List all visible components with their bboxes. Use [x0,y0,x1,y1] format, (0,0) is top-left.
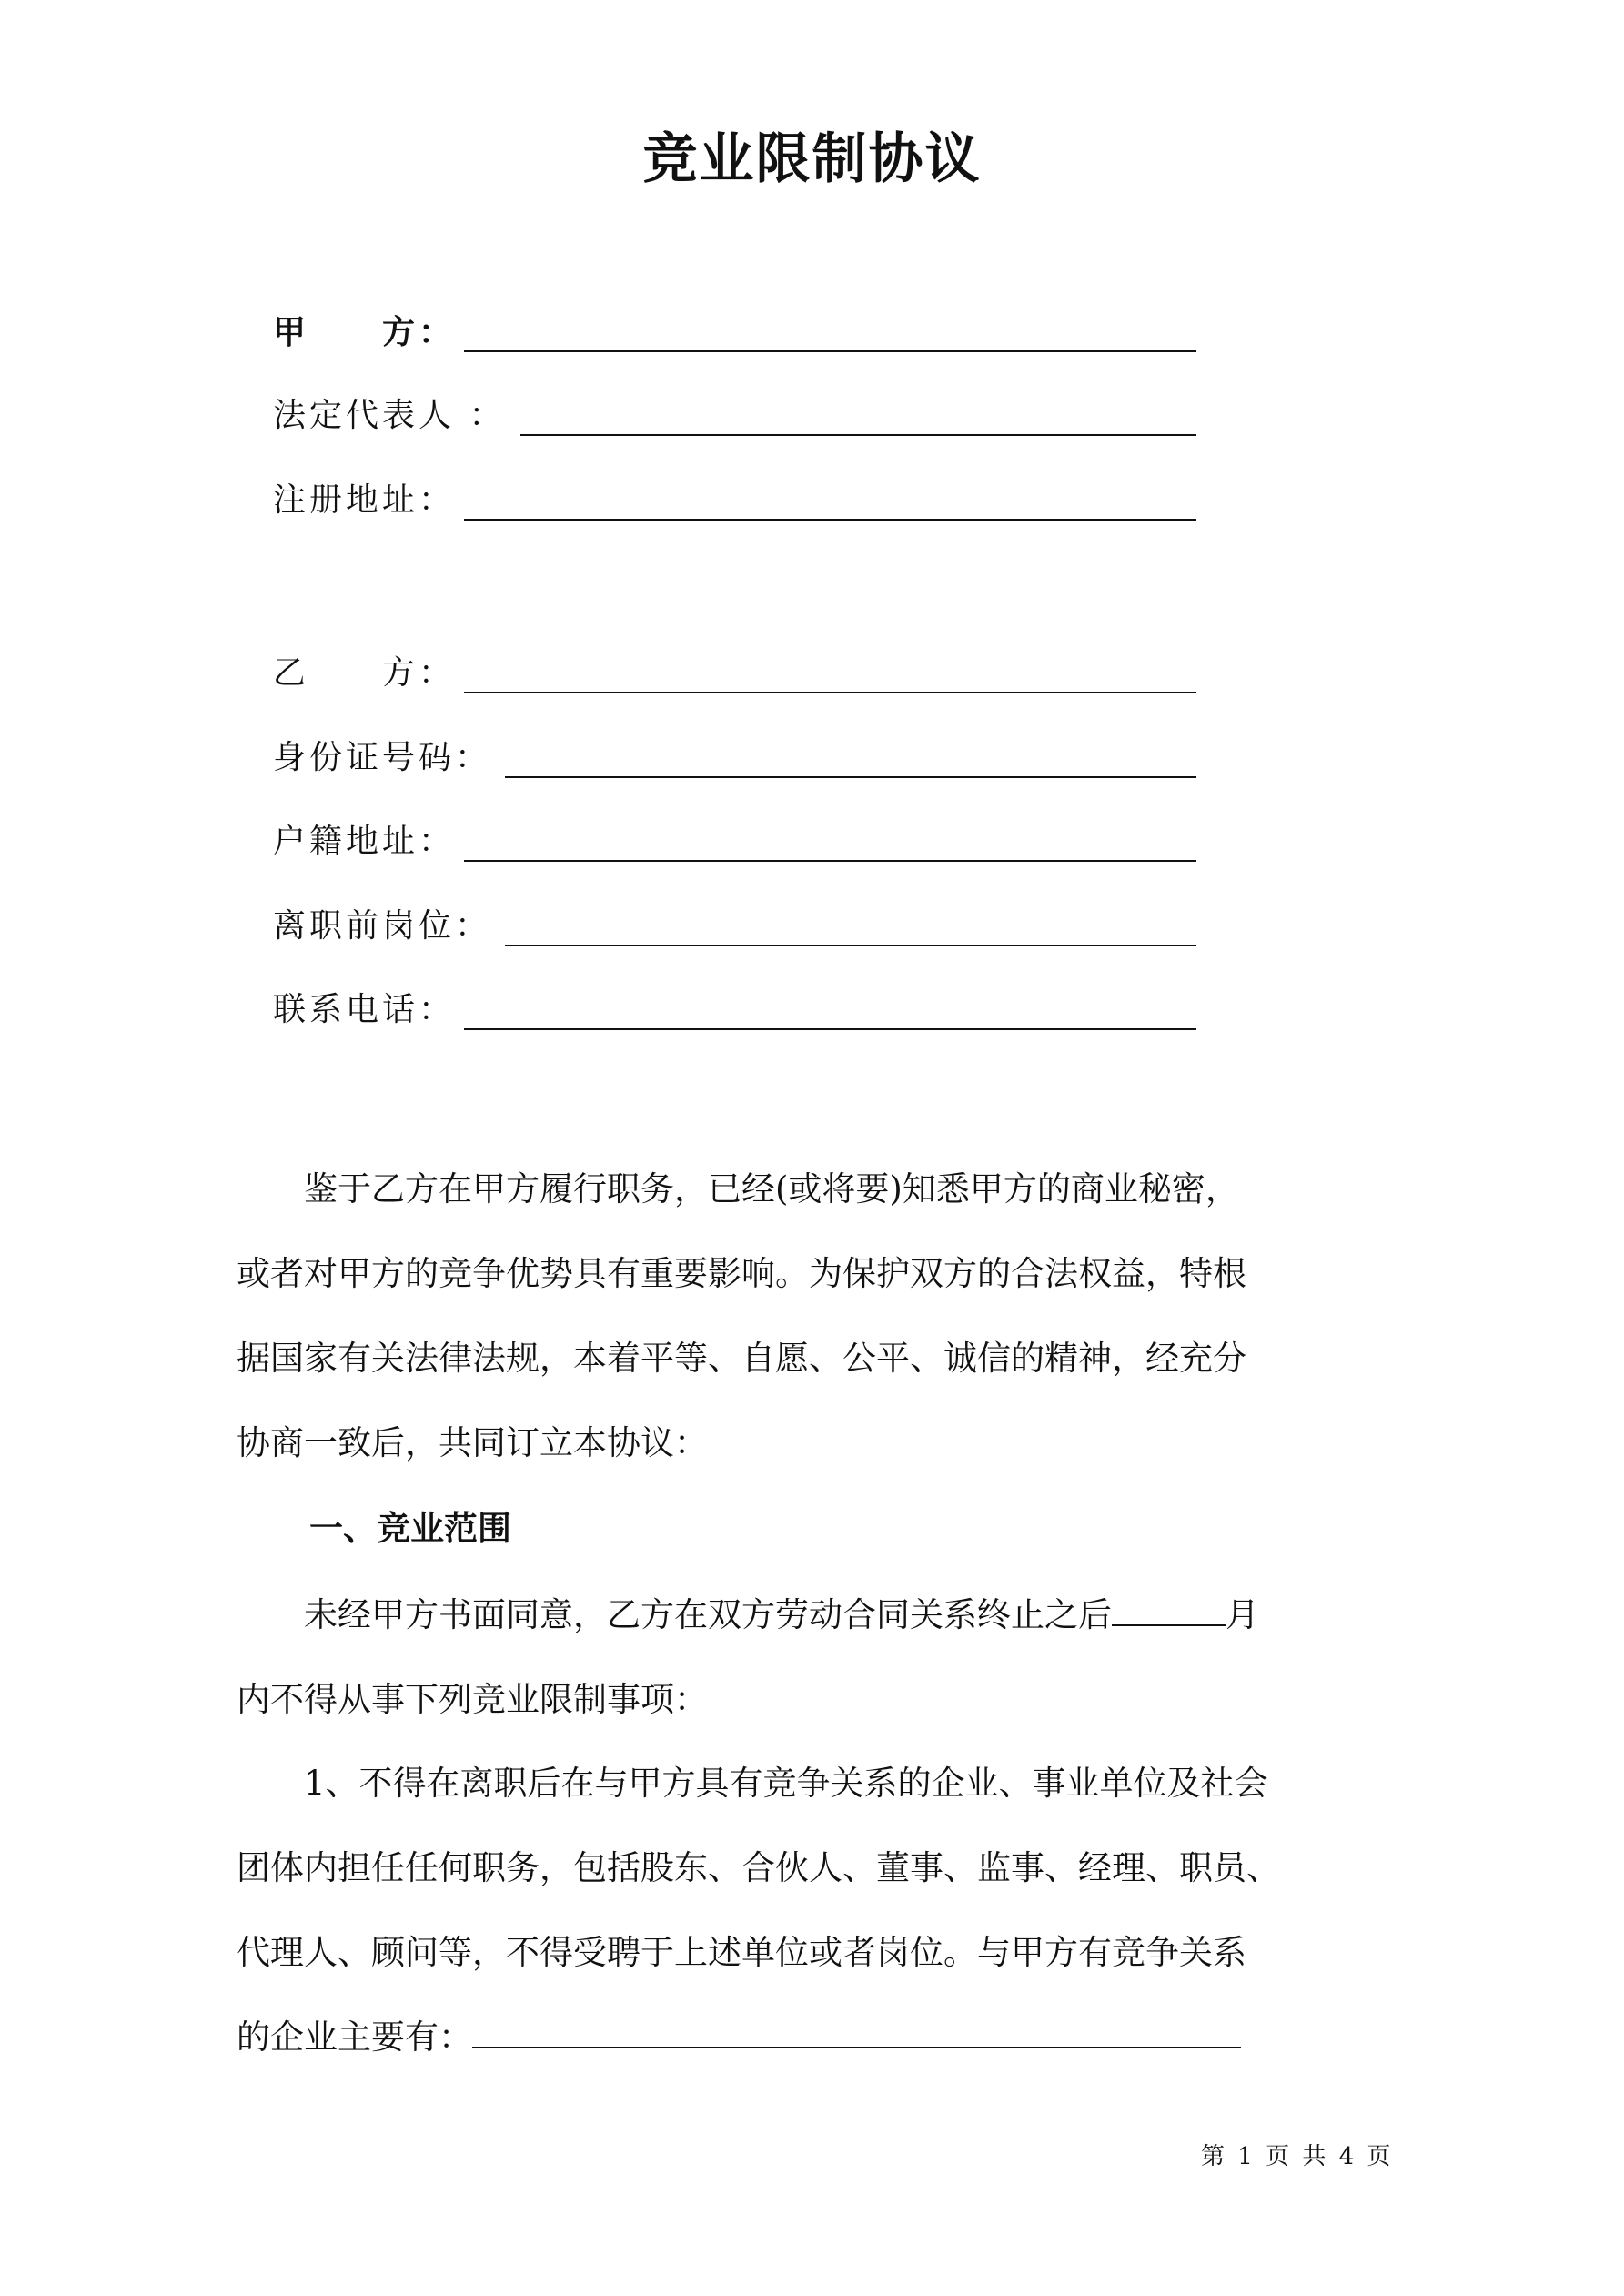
party-b-name-blank[interactable] [464,692,1196,693]
section-1-heading: 一、竞业范围 [309,1509,511,1548]
section-1-intro-text: 未经甲方书面同意，乙方在双方劳动合同关系终止之后 [237,1595,1112,1634]
preamble-line: 鉴于乙方在甲方履行职务，已经(或将要)知悉甲方的商业秘密， [237,1169,1239,1209]
competitor-blank[interactable] [472,2014,1241,2048]
section-1-intro [237,1573,1401,1742]
months-unit: 月 [1226,1595,1259,1634]
document-title: 竞业限制协议 [642,127,982,191]
party-a-name-blank[interactable] [464,350,1196,352]
party-b-name-label: 乙 方： [273,654,456,692]
preamble-line: 或者对甲方的竞争优势具有重要影响。为保护双方的合法权益，特根 [237,1254,1246,1293]
party-a-rep-blank[interactable] [520,434,1196,436]
party-a-address-label: 注册地址： [273,481,456,519]
item-1-paragraph [237,1741,1401,2079]
party-b-position-label: 离职前岗位： [273,907,492,945]
item-1-line: 1、不得在离职后在与甲方具有竞争关系的企业、事业单位及社会 [237,1764,1268,1803]
party-a-address-blank[interactable] [464,519,1196,521]
preamble-paragraph [237,1147,1401,1485]
preamble-line: 协商一致后，共同订立本协议： [237,1423,708,1462]
party-b-id-blank[interactable] [505,776,1196,778]
party-b-household-blank[interactable] [464,860,1196,862]
item-1-line [237,1995,1401,2079]
item-1-line: 团体内担任任何职务，包括股东、合伙人、董事、监事、经理、职员、 [237,1848,1280,1887]
party-b-position-blank[interactable] [505,945,1196,946]
preamble-line: 据国家有关法律法规，本着平等、自愿、公平、诚信的精神，经充分 [237,1339,1246,1378]
section-1-intro-line [237,1573,1401,1657]
party-b-household-label: 户籍地址： [273,823,456,860]
party-b-phone-blank[interactable] [464,1028,1196,1030]
party-b-id-label: 身份证号码： [273,739,492,776]
party-b-phone-label: 联系电话： [273,991,456,1028]
party-a-name-label: 甲 方： [273,313,456,351]
item-1-line: 代理人、顾问等，不得受聘于上述单位或者岗位。与甲方有竞争关系 [237,1933,1246,1972]
months-blank[interactable] [1112,1592,1226,1626]
competitor-label: 的企业主要有： [237,2018,472,2057]
party-a-rep-label: 法定代表人 ： [273,397,506,434]
section-1-intro-line: 内不得从事下列竞业限制事项： [237,1680,708,1719]
page-number: 第 1 页 共 4 页 [1201,2143,1394,2170]
